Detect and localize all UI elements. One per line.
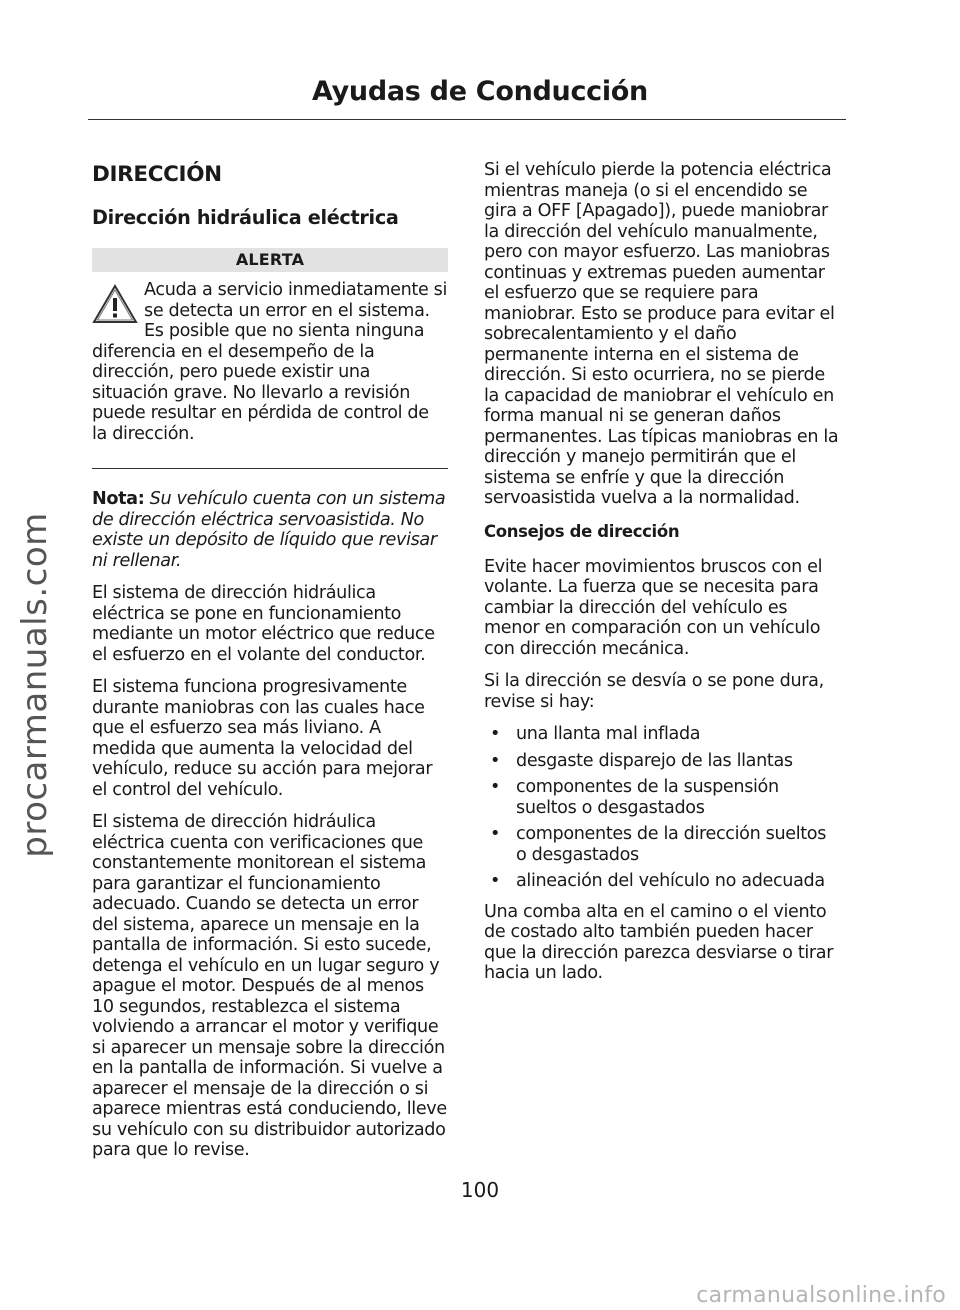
check-list bbox=[484, 724, 840, 892]
paragraph: El sistema funciona progresivamente durante maniobras con las cuales hace que el esfuerzo sea más liviano. A medida que aumenta la velocidad del vehículo, reduce su acción para mejorar el control del vehículo. bbox=[92, 677, 433, 800]
tips-title: Consejos de dirección bbox=[484, 521, 680, 541]
note-paragraph bbox=[92, 489, 448, 571]
right-column bbox=[484, 160, 840, 996]
paragraph: Una comba alta en el camino o el viento de costado alto también pueden hacer que la dirección parezca desviarse o tirar hacia un lado. bbox=[484, 901, 834, 983]
bullet: • bbox=[490, 824, 501, 844]
alert-text: Acuda a servicio inmediatamente si se detecta un error en el sistema. Es posible que no sienta ninguna diferencia en el desempeño de la dirección, pero puede existir una situación grave. No llevarlo a revisión puede resultar en pérdida de control de la dirección. bbox=[92, 280, 448, 444]
bullet: • bbox=[490, 724, 501, 744]
warning-triangle-icon bbox=[92, 284, 138, 324]
alert-label: ALERTA bbox=[92, 248, 448, 272]
paragraph: Evite hacer movimientos bruscos con el volante. La fuerza que se necesita para cambiar la dirección del vehículo es menor en comparación con un vehículo con dirección mecánica. bbox=[484, 556, 823, 659]
alert-box bbox=[92, 280, 448, 469]
footer-watermark: carmanualsonline.info bbox=[696, 1283, 946, 1308]
header-divider bbox=[88, 119, 846, 120]
section-title: DIRECCIÓN bbox=[92, 162, 222, 187]
list-item-text: una llanta mal inflada bbox=[516, 724, 701, 744]
list-item-text: componentes de la dirección sueltos o desgastados bbox=[516, 824, 827, 865]
note-text: Su vehículo cuenta con un sistema de dirección eléctrica servoasistida. No existe un depósito de líquido que revisar ni rellenar. bbox=[92, 489, 446, 571]
bullet: • bbox=[490, 777, 501, 797]
page-number: 100 bbox=[460, 1178, 500, 1202]
list-item bbox=[484, 724, 840, 745]
paragraph: El sistema de dirección hidráulica eléctrica cuenta con verificaciones que constantemente monitorean el sistema para garantizar el funcionamiento adecuado. Cuando se detecta un error del sistema, aparece un mensaje en la pantalla de información. Si esto sucede, detenga el vehículo en un lugar seguro y apague el motor. Después de al menos 10 segundos, restablezca el sistema volviendo a arrancar el motor y verifique si aparecer un mensaje sobre la dirección en la pantalla de información. Si vuelve a aparecer el mensaje de la dirección o si aparece mientras está conduciendo, lleve su vehículo con su distribuidor autorizado para que lo revise. bbox=[92, 812, 447, 1160]
left-column bbox=[92, 158, 448, 1173]
list-item-text: componentes de la suspensión sueltos o desgastados bbox=[516, 777, 779, 818]
bullet: • bbox=[490, 750, 501, 771]
page-header-title: Ayudas de Conducción bbox=[312, 76, 648, 107]
list-item-text: desgaste disparejo de las llantas bbox=[516, 750, 793, 771]
paragraph: El sistema de dirección hidráulica eléctrica se pone en funcionamiento mediante un motor eléctrico que reduce el esfuerzo en el volante del conductor. bbox=[92, 583, 435, 665]
paragraph: Si la dirección se desvía o se pone dura, revise si hay: bbox=[484, 671, 824, 712]
side-watermark: procarmanuals.com bbox=[15, 512, 55, 858]
bullet: • bbox=[490, 871, 501, 891]
list-item-text: alineación del vehículo no adecuada bbox=[516, 871, 825, 891]
list-item bbox=[484, 751, 840, 772]
subsection-title: Dirección hidráulica eléctrica bbox=[92, 206, 399, 229]
list-item bbox=[484, 824, 840, 865]
paragraph: Si el vehículo pierde la potencia eléctrica mientras maneja (o si el encendido se gira a OFF [Apagado]), puede maniobrar la dirección del vehículo manualmente, pero con mayor esfuerzo. Las maniobras continuas y extremas pueden aumentar el esfuerzo que se requiere para maniobrar. Esto se produce para evitar el sobrecalentamiento y el daño permanente interna en el sistema de dirección. Si esto ocurriera, no se pierde la capacidad de maniobrar el vehículo en forma manual ni se generan daños permanentes. Las típicas maniobras en la dirección y manejo permitirán que el sistema se enfríe y que la dirección servoasistida vuelva a la normalidad. bbox=[484, 160, 839, 508]
list-item bbox=[484, 871, 840, 892]
note-label: Nota: bbox=[92, 489, 145, 509]
list-item bbox=[484, 777, 840, 818]
